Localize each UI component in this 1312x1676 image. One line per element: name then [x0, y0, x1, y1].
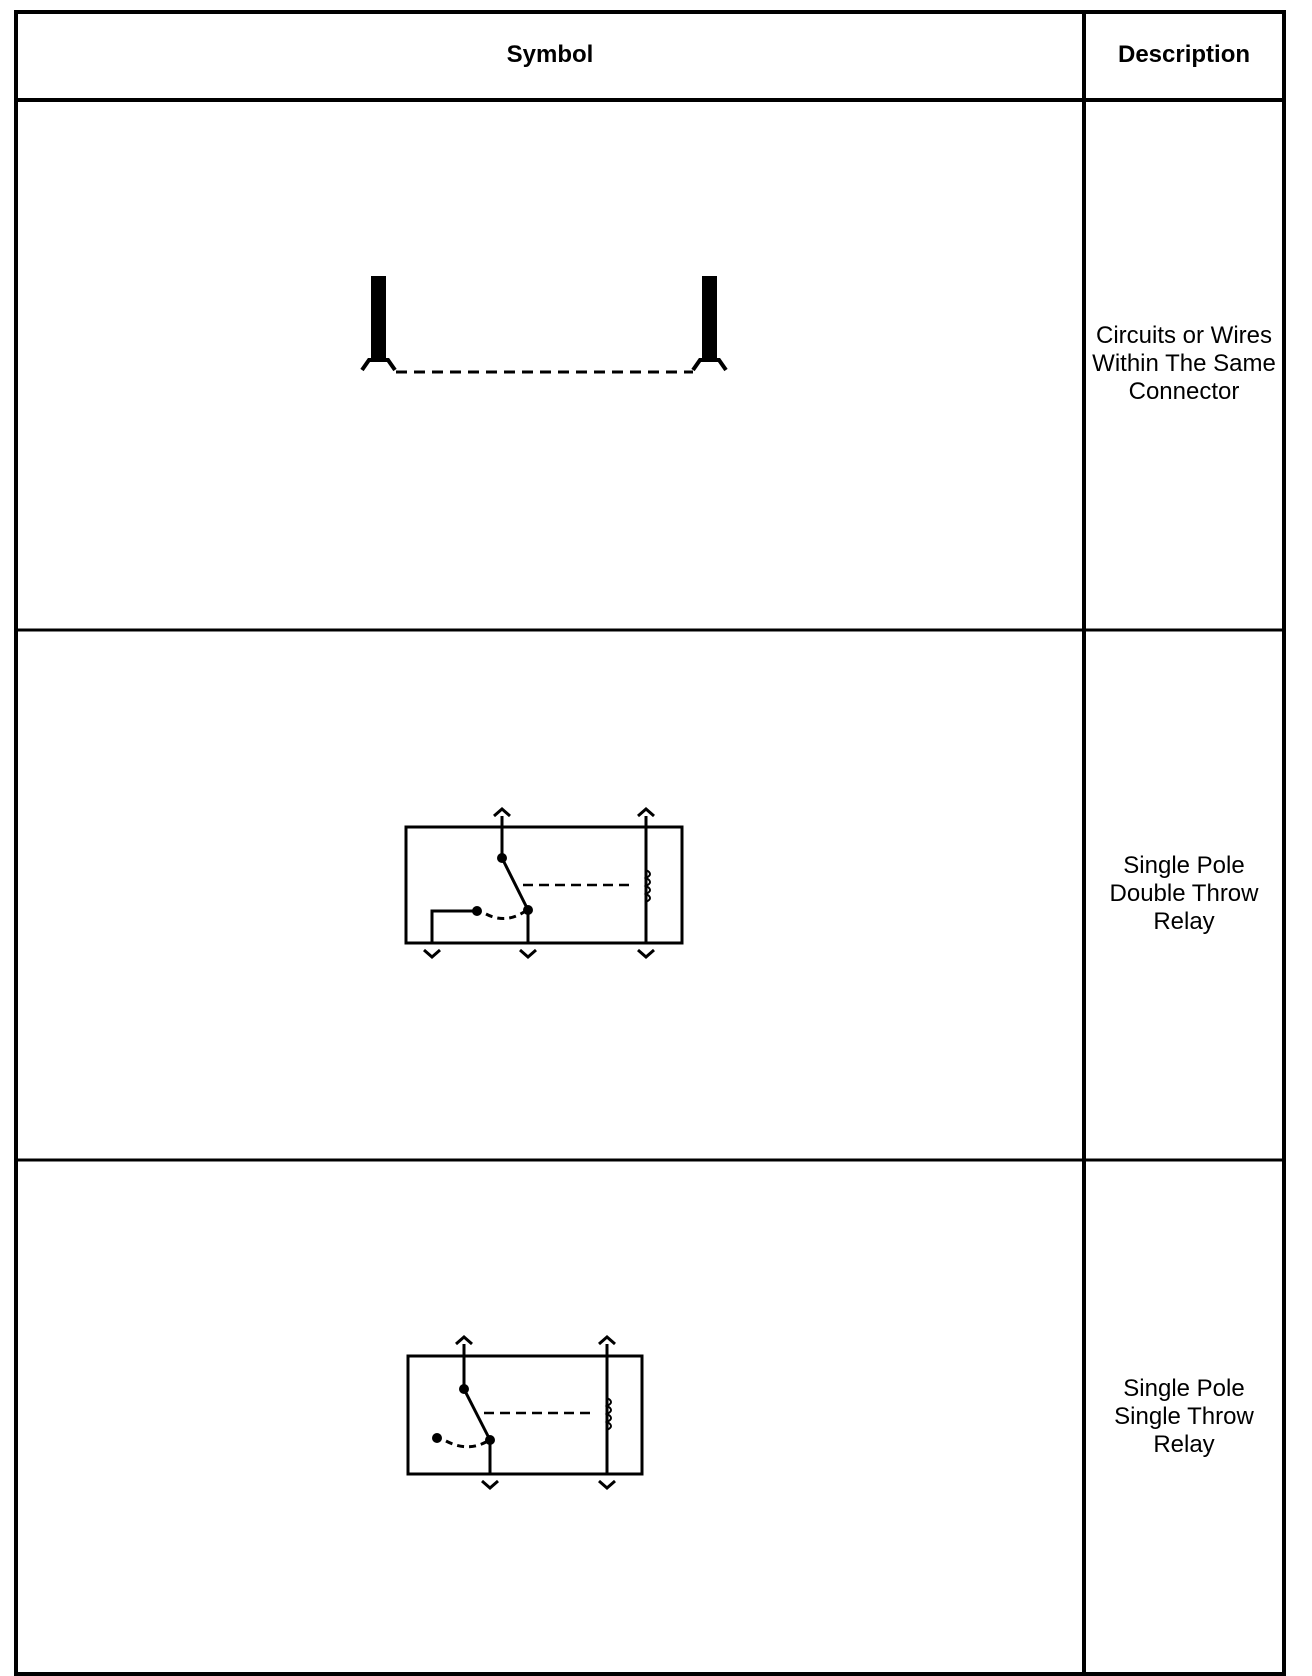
connector-flare-left — [362, 360, 395, 370]
description-text: Single Pole Double Throw Relay — [1109, 852, 1259, 935]
description-text: Circuits or Wires Within The Same Connector — [1092, 322, 1276, 405]
table-row-description — [1086, 630, 1282, 1158]
terminal-caret-down — [424, 950, 440, 957]
symbol-column-header: Symbol — [506, 41, 594, 68]
switch-travel-dashed — [486, 912, 524, 919]
terminal-caret-down — [520, 950, 536, 957]
circuits-in-same-connector-symbol — [362, 276, 726, 372]
terminal-caret-up — [456, 1337, 472, 1344]
contact-point — [472, 906, 482, 916]
spdt-relay-symbol — [406, 809, 682, 957]
connector-terminal-right — [702, 276, 717, 358]
switch-arm — [464, 1389, 490, 1440]
terminal-caret-up — [638, 809, 654, 816]
terminal-caret-up — [494, 809, 510, 816]
terminal-caret-down — [638, 950, 654, 957]
switch-travel-dashed — [446, 1441, 486, 1447]
contact-point — [432, 1433, 442, 1443]
table-row-description — [1086, 1160, 1282, 1674]
table-row-description — [1086, 100, 1282, 628]
terminal-caret-up — [599, 1337, 615, 1344]
terminal-caret-down — [599, 1481, 615, 1488]
connector-terminal-left — [371, 276, 386, 358]
description-column-header: Description — [1117, 41, 1251, 68]
description-text: Single Pole Single Throw Relay — [1114, 1375, 1254, 1458]
spst-relay-symbol — [408, 1337, 642, 1488]
connector-flare-right — [693, 360, 726, 370]
terminal-caret-down — [482, 1481, 498, 1488]
